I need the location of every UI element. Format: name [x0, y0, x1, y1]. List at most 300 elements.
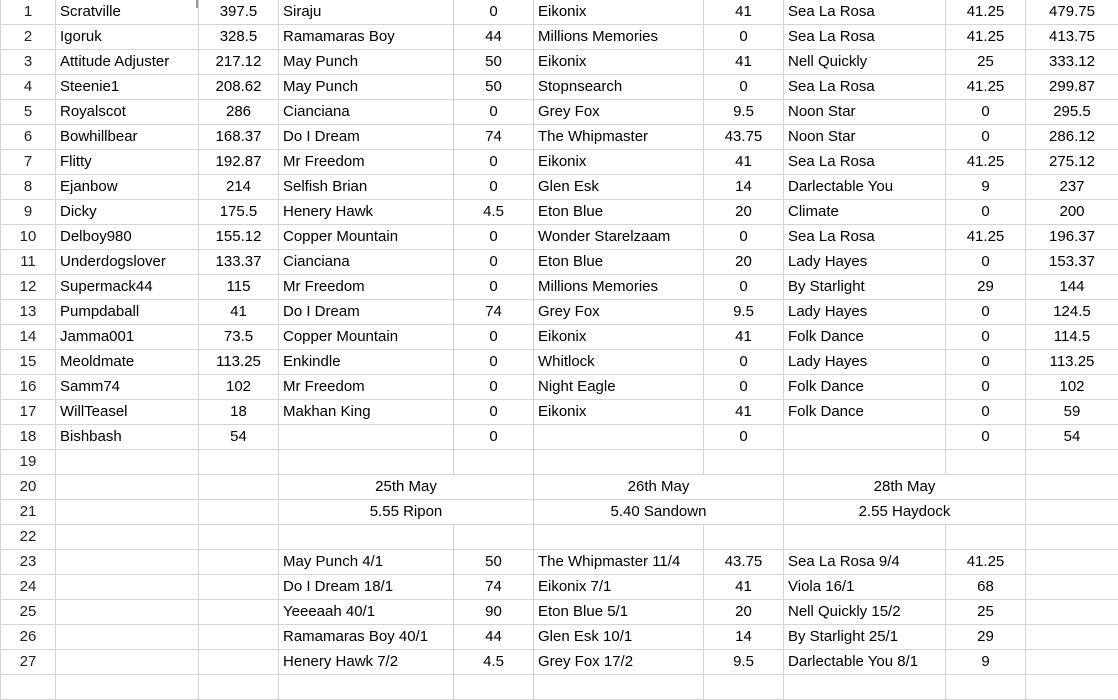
player-name-cell[interactable]: Attitude Adjuster	[56, 50, 199, 75]
score-cell[interactable]: 113.25	[199, 350, 279, 375]
empty-cell[interactable]	[56, 575, 199, 600]
row-number[interactable]: 7	[1, 150, 56, 175]
player-name-cell[interactable]: Supermack44	[56, 275, 199, 300]
total-cell[interactable]: 124.5	[1026, 300, 1118, 325]
horse-cell[interactable]: Do I Dream	[279, 125, 454, 150]
player-name-cell[interactable]: Bowhillbear	[56, 125, 199, 150]
total-cell[interactable]: 299.87	[1026, 75, 1118, 100]
horse-cell[interactable]: Millions Memories	[534, 275, 704, 300]
horse-cell[interactable]: Eton Blue	[534, 250, 704, 275]
points-cell[interactable]: 0	[454, 325, 534, 350]
horse-cell[interactable]: Eikonix	[534, 325, 704, 350]
horse-cell[interactable]: Millions Memories	[534, 25, 704, 50]
row-number[interactable]: 18	[1, 425, 56, 450]
horse-cell[interactable]: Nell Quickly	[784, 50, 946, 75]
row-number[interactable]: 6	[1, 125, 56, 150]
empty-cell[interactable]	[56, 450, 199, 475]
horse-cell[interactable]: Folk Dance	[784, 400, 946, 425]
points-cell[interactable]: 0	[454, 425, 534, 450]
points-cell[interactable]: 14	[704, 175, 784, 200]
horse-cell[interactable]: Henery Hawk	[279, 200, 454, 225]
result-points-cell[interactable]: 74	[454, 575, 534, 600]
horse-cell[interactable]: Stopnsearch	[534, 75, 704, 100]
empty-cell[interactable]	[1026, 550, 1118, 575]
points-cell[interactable]: 0	[704, 225, 784, 250]
table-row	[1, 150, 1118, 175]
table-row	[1, 250, 1118, 275]
result-horse-cell[interactable]: Ramamaras Boy 40/1	[279, 625, 454, 650]
points-cell[interactable]: 41	[704, 400, 784, 425]
horse-cell[interactable]: Mr Freedom	[279, 275, 454, 300]
spreadsheet-body	[1, 0, 1118, 700]
empty-cell[interactable]	[946, 450, 1026, 475]
table-row	[1, 550, 1118, 575]
race-name-label[interactable]: 2.55 Haydock	[784, 500, 1026, 525]
empty-cell[interactable]	[704, 450, 784, 475]
horse-cell[interactable]: Eikonix	[534, 0, 704, 25]
race-date-label[interactable]: 28th May	[784, 475, 1026, 500]
empty-cell[interactable]	[279, 450, 454, 475]
horse-cell[interactable]: Eikonix	[534, 50, 704, 75]
row-number[interactable]: 1	[1, 0, 56, 25]
total-cell[interactable]: 114.5	[1026, 325, 1118, 350]
points-cell[interactable]: 0	[704, 425, 784, 450]
score-cell[interactable]: 41	[199, 300, 279, 325]
score-cell[interactable]: 217.12	[199, 50, 279, 75]
horse-cell[interactable]: Siraju	[279, 0, 454, 25]
points-cell[interactable]: 74	[454, 300, 534, 325]
horse-cell[interactable]: May Punch	[279, 75, 454, 100]
table-row	[1, 275, 1118, 300]
score-cell[interactable]: 175.5	[199, 200, 279, 225]
empty-cell[interactable]	[199, 600, 279, 625]
result-points-cell[interactable]: 9	[946, 650, 1026, 675]
result-horse-cell[interactable]: Eton Blue 5/1	[534, 600, 704, 625]
row-number[interactable]: 9	[1, 200, 56, 225]
player-name-cell[interactable]: Ejanbow	[56, 175, 199, 200]
table-row	[1, 625, 1118, 650]
empty-cell[interactable]	[534, 525, 704, 550]
score-cell[interactable]: 155.12	[199, 225, 279, 250]
points-cell[interactable]: 0	[704, 275, 784, 300]
row-number[interactable]: 12	[1, 275, 56, 300]
horse-cell[interactable]: Enkindle	[279, 350, 454, 375]
result-horse-cell[interactable]: Darlectable You 8/1	[784, 650, 946, 675]
table-row	[1, 600, 1118, 625]
table-row	[1, 50, 1118, 75]
horse-cell[interactable]: Eikonix	[534, 400, 704, 425]
player-name-cell[interactable]: Flitty	[56, 150, 199, 175]
points-cell[interactable]: 0	[454, 400, 534, 425]
points-cell[interactable]: 9.5	[704, 300, 784, 325]
empty-cell[interactable]	[1026, 625, 1118, 650]
result-horse-cell[interactable]: The Whipmaster 11/4	[534, 550, 704, 575]
points-cell[interactable]: 9	[946, 175, 1026, 200]
row-number[interactable]: 24	[1, 575, 56, 600]
points-cell[interactable]: 44	[454, 25, 534, 50]
table-row	[1, 675, 1118, 700]
result-horse-cell[interactable]: Henery Hawk 7/2	[279, 650, 454, 675]
empty-cell[interactable]	[1026, 650, 1118, 675]
empty-cell[interactable]	[784, 450, 946, 475]
points-cell[interactable]: 41.25	[946, 0, 1026, 25]
empty-cell[interactable]	[1026, 575, 1118, 600]
empty-cell[interactable]	[534, 675, 704, 700]
points-cell[interactable]: 41	[704, 325, 784, 350]
row-number[interactable]: 21	[1, 500, 56, 525]
table-row	[1, 0, 1118, 25]
result-horse-cell[interactable]: By Starlight 25/1	[784, 625, 946, 650]
row-number[interactable]: 11	[1, 250, 56, 275]
row-number[interactable]: 17	[1, 400, 56, 425]
total-cell[interactable]: 237	[1026, 175, 1118, 200]
empty-cell[interactable]	[199, 625, 279, 650]
empty-cell[interactable]	[199, 550, 279, 575]
points-cell[interactable]: 0	[454, 150, 534, 175]
total-cell[interactable]: 413.75	[1026, 25, 1118, 50]
score-cell[interactable]: 73.5	[199, 325, 279, 350]
score-cell[interactable]: 192.87	[199, 150, 279, 175]
row-number[interactable]	[1, 675, 56, 700]
empty-cell[interactable]	[454, 675, 534, 700]
table-row	[1, 450, 1118, 475]
result-points-cell[interactable]: 14	[704, 625, 784, 650]
points-cell[interactable]: 74	[454, 125, 534, 150]
empty-cell[interactable]	[704, 675, 784, 700]
points-cell[interactable]: 0	[946, 400, 1026, 425]
points-cell[interactable]: 0	[454, 225, 534, 250]
empty-cell[interactable]	[704, 525, 784, 550]
empty-cell[interactable]	[1026, 450, 1118, 475]
result-horse-cell[interactable]: Nell Quickly 15/2	[784, 600, 946, 625]
table-row	[1, 350, 1118, 375]
score-cell[interactable]: 286	[199, 100, 279, 125]
score-cell[interactable]: 102	[199, 375, 279, 400]
row-number[interactable]: 13	[1, 300, 56, 325]
points-cell[interactable]: 29	[946, 275, 1026, 300]
table-row	[1, 650, 1118, 675]
horse-cell[interactable]: Lady Hayes	[784, 250, 946, 275]
player-name-cell[interactable]: Royalscot	[56, 100, 199, 125]
row-number[interactable]: 10	[1, 225, 56, 250]
result-points-cell[interactable]: 41.25	[946, 550, 1026, 575]
row-number[interactable]: 14	[1, 325, 56, 350]
points-cell[interactable]: 0	[946, 250, 1026, 275]
empty-cell[interactable]	[534, 450, 704, 475]
row-number[interactable]: 23	[1, 550, 56, 575]
row-number[interactable]: 26	[1, 625, 56, 650]
points-cell[interactable]: 4.5	[454, 200, 534, 225]
horse-cell[interactable]: Night Eagle	[534, 375, 704, 400]
table-row	[1, 75, 1118, 100]
empty-cell[interactable]	[454, 525, 534, 550]
player-name-cell[interactable]: WillTeasel	[56, 400, 199, 425]
horse-cell[interactable]: Whitlock	[534, 350, 704, 375]
table-row	[1, 375, 1118, 400]
table-row	[1, 425, 1118, 450]
empty-cell[interactable]	[199, 500, 279, 525]
points-cell[interactable]: 0	[704, 25, 784, 50]
row-number[interactable]: 2	[1, 25, 56, 50]
score-cell[interactable]: 397.5	[199, 0, 279, 25]
player-name-cell[interactable]: Scratville	[56, 0, 199, 25]
horse-cell[interactable]: Copper Mountain	[279, 325, 454, 350]
race-name-label[interactable]: 5.55 Ripon	[279, 500, 534, 525]
horse-cell[interactable]: Cianciana	[279, 250, 454, 275]
race-date-label[interactable]: 25th May	[279, 475, 534, 500]
points-cell[interactable]: 50	[454, 50, 534, 75]
total-cell[interactable]: 200	[1026, 200, 1118, 225]
total-cell[interactable]: 295.5	[1026, 100, 1118, 125]
total-cell[interactable]: 102	[1026, 375, 1118, 400]
points-cell[interactable]: 0	[946, 350, 1026, 375]
result-horse-cell[interactable]: Eikonix 7/1	[534, 575, 704, 600]
row-number[interactable]: 3	[1, 50, 56, 75]
table-row	[1, 300, 1118, 325]
score-cell[interactable]: 115	[199, 275, 279, 300]
empty-cell[interactable]	[784, 675, 946, 700]
points-cell[interactable]: 41	[704, 0, 784, 25]
result-points-cell[interactable]: 68	[946, 575, 1026, 600]
horse-cell[interactable]: Noon Star	[784, 100, 946, 125]
empty-cell[interactable]	[946, 675, 1026, 700]
horse-cell[interactable]: Lady Hayes	[784, 350, 946, 375]
result-horse-cell[interactable]: Viola 16/1	[784, 575, 946, 600]
empty-cell[interactable]	[784, 525, 946, 550]
player-name-cell[interactable]: Pumpdaball	[56, 300, 199, 325]
points-cell[interactable]: 20	[704, 250, 784, 275]
points-cell[interactable]: 41	[704, 50, 784, 75]
horse-cell[interactable]: Makhan King	[279, 400, 454, 425]
horse-cell[interactable]: Eton Blue	[534, 200, 704, 225]
horse-cell[interactable]	[279, 425, 454, 450]
row-number[interactable]: 27	[1, 650, 56, 675]
points-cell[interactable]: 0	[704, 350, 784, 375]
row-number[interactable]: 25	[1, 600, 56, 625]
horse-cell[interactable]: Selfish Brian	[279, 175, 454, 200]
horse-cell[interactable]: Sea La Rosa	[784, 150, 946, 175]
horse-cell[interactable]: By Starlight	[784, 275, 946, 300]
total-cell[interactable]: 333.12	[1026, 50, 1118, 75]
points-cell[interactable]: 0	[454, 100, 534, 125]
empty-cell[interactable]	[199, 475, 279, 500]
result-points-cell[interactable]: 41	[704, 575, 784, 600]
points-cell[interactable]: 0	[454, 0, 534, 25]
horse-cell[interactable]: Mr Freedom	[279, 150, 454, 175]
result-horse-cell[interactable]: May Punch 4/1	[279, 550, 454, 575]
empty-cell[interactable]	[199, 650, 279, 675]
player-name-cell[interactable]: Steenie1	[56, 75, 199, 100]
points-cell[interactable]: 0	[946, 325, 1026, 350]
points-cell[interactable]: 41.25	[946, 150, 1026, 175]
points-cell[interactable]: 50	[454, 75, 534, 100]
points-cell[interactable]: 0	[454, 375, 534, 400]
horse-cell[interactable]: Eikonix	[534, 150, 704, 175]
row-number[interactable]: 22	[1, 525, 56, 550]
points-cell[interactable]: 0	[454, 175, 534, 200]
points-cell[interactable]: 0	[704, 375, 784, 400]
horse-cell[interactable]: Wonder Starelzaam	[534, 225, 704, 250]
points-cell[interactable]: 0	[946, 375, 1026, 400]
score-cell[interactable]: 54	[199, 425, 279, 450]
result-points-cell[interactable]: 90	[454, 600, 534, 625]
player-name-cell[interactable]: Jamma001	[56, 325, 199, 350]
horse-cell[interactable]: Ramamaras Boy	[279, 25, 454, 50]
empty-cell[interactable]	[56, 625, 199, 650]
row-number[interactable]: 19	[1, 450, 56, 475]
horse-cell[interactable]: Sea La Rosa	[784, 75, 946, 100]
horse-cell[interactable]: Copper Mountain	[279, 225, 454, 250]
horse-cell[interactable]	[534, 425, 704, 450]
total-cell[interactable]: 153.37	[1026, 250, 1118, 275]
table-row	[1, 575, 1118, 600]
points-cell[interactable]: 0	[946, 300, 1026, 325]
result-points-cell[interactable]: 20	[704, 600, 784, 625]
horse-cell[interactable]: Grey Fox	[534, 300, 704, 325]
table-row	[1, 100, 1118, 125]
horse-cell[interactable]: Sea La Rosa	[784, 0, 946, 25]
result-horse-cell[interactable]: Grey Fox 17/2	[534, 650, 704, 675]
horse-cell[interactable]: Noon Star	[784, 125, 946, 150]
empty-cell[interactable]	[1026, 600, 1118, 625]
empty-cell[interactable]	[1026, 500, 1118, 525]
table-row	[1, 400, 1118, 425]
points-cell[interactable]: 0	[946, 100, 1026, 125]
points-cell[interactable]: 9.5	[704, 100, 784, 125]
score-cell[interactable]: 328.5	[199, 25, 279, 50]
total-cell[interactable]: 113.25	[1026, 350, 1118, 375]
table-row	[1, 525, 1118, 550]
result-horse-cell[interactable]: Sea La Rosa 9/4	[784, 550, 946, 575]
result-horse-cell[interactable]: Yeeeaah 40/1	[279, 600, 454, 625]
horse-cell[interactable]: Grey Fox	[534, 100, 704, 125]
row-number[interactable]: 16	[1, 375, 56, 400]
result-points-cell[interactable]: 44	[454, 625, 534, 650]
player-name-cell[interactable]: Meoldmate	[56, 350, 199, 375]
score-cell[interactable]: 18	[199, 400, 279, 425]
points-cell[interactable]: 41.25	[946, 75, 1026, 100]
horse-cell[interactable]: Climate	[784, 200, 946, 225]
horse-cell[interactable]: Sea La Rosa	[784, 225, 946, 250]
horse-cell[interactable]: Mr Freedom	[279, 375, 454, 400]
result-points-cell[interactable]: 25	[946, 600, 1026, 625]
empty-cell[interactable]	[56, 525, 199, 550]
total-cell[interactable]: 144	[1026, 275, 1118, 300]
result-points-cell[interactable]: 50	[454, 550, 534, 575]
player-name-cell[interactable]: Underdogslover	[56, 250, 199, 275]
empty-cell[interactable]	[56, 675, 199, 700]
points-cell[interactable]: 41	[704, 150, 784, 175]
table-row	[1, 200, 1118, 225]
player-name-cell[interactable]: Igoruk	[56, 25, 199, 50]
horse-cell[interactable]: May Punch	[279, 50, 454, 75]
total-cell[interactable]: 275.12	[1026, 150, 1118, 175]
total-cell[interactable]: 286.12	[1026, 125, 1118, 150]
score-cell[interactable]: 214	[199, 175, 279, 200]
horse-cell[interactable]: The Whipmaster	[534, 125, 704, 150]
row-number[interactable]: 8	[1, 175, 56, 200]
points-cell[interactable]: 20	[704, 200, 784, 225]
empty-cell[interactable]	[1026, 525, 1118, 550]
table-row	[1, 225, 1118, 250]
row-number[interactable]: 4	[1, 75, 56, 100]
table-row	[1, 475, 1118, 500]
horse-cell[interactable]	[784, 425, 946, 450]
score-cell[interactable]: 133.37	[199, 250, 279, 275]
horse-cell[interactable]: Lady Hayes	[784, 300, 946, 325]
row-number[interactable]: 5	[1, 100, 56, 125]
points-cell[interactable]: 0	[704, 75, 784, 100]
horse-cell[interactable]: Darlectable You	[784, 175, 946, 200]
row-number[interactable]: 20	[1, 475, 56, 500]
table-row	[1, 325, 1118, 350]
total-cell[interactable]: 479.75	[1026, 0, 1118, 25]
empty-cell[interactable]	[199, 675, 279, 700]
player-name-cell[interactable]: Delboy980	[56, 225, 199, 250]
empty-cell[interactable]	[199, 525, 279, 550]
result-horse-cell[interactable]: Glen Esk 10/1	[534, 625, 704, 650]
empty-cell[interactable]	[1026, 675, 1118, 700]
empty-cell[interactable]	[56, 650, 199, 675]
points-cell[interactable]: 43.75	[704, 125, 784, 150]
points-cell[interactable]: 0	[946, 200, 1026, 225]
empty-cell[interactable]	[56, 600, 199, 625]
empty-cell[interactable]	[199, 575, 279, 600]
result-points-cell[interactable]: 29	[946, 625, 1026, 650]
empty-cell[interactable]	[56, 475, 199, 500]
points-cell[interactable]: 0	[454, 275, 534, 300]
points-cell[interactable]: 0	[946, 125, 1026, 150]
points-cell[interactable]: 0	[454, 250, 534, 275]
score-cell[interactable]: 168.37	[199, 125, 279, 150]
score-cell[interactable]: 208.62	[199, 75, 279, 100]
empty-cell[interactable]	[946, 525, 1026, 550]
race-name-label[interactable]: 5.40 Sandown	[534, 500, 784, 525]
result-horse-cell[interactable]: Do I Dream 18/1	[279, 575, 454, 600]
player-name-cell[interactable]: Samm74	[56, 375, 199, 400]
table-row	[1, 125, 1118, 150]
empty-cell[interactable]	[454, 450, 534, 475]
result-points-cell[interactable]: 9.5	[704, 650, 784, 675]
player-name-cell[interactable]: Dicky	[56, 200, 199, 225]
horse-cell[interactable]: Sea La Rosa	[784, 25, 946, 50]
empty-cell[interactable]	[56, 550, 199, 575]
empty-cell[interactable]	[279, 525, 454, 550]
total-cell[interactable]: 196.37	[1026, 225, 1118, 250]
horse-cell[interactable]: Do I Dream	[279, 300, 454, 325]
empty-cell[interactable]	[1026, 475, 1118, 500]
result-points-cell[interactable]: 43.75	[704, 550, 784, 575]
horse-cell[interactable]: Glen Esk	[534, 175, 704, 200]
race-date-label[interactable]: 26th May	[534, 475, 784, 500]
horse-cell[interactable]: Folk Dance	[784, 375, 946, 400]
total-cell[interactable]: 59	[1026, 400, 1118, 425]
points-cell[interactable]: 25	[946, 50, 1026, 75]
horse-cell[interactable]: Cianciana	[279, 100, 454, 125]
points-cell[interactable]: 41.25	[946, 25, 1026, 50]
result-points-cell[interactable]: 4.5	[454, 650, 534, 675]
empty-cell[interactable]	[56, 500, 199, 525]
points-cell[interactable]: 0	[946, 425, 1026, 450]
horse-cell[interactable]: Folk Dance	[784, 325, 946, 350]
player-name-cell[interactable]: Bishbash	[56, 425, 199, 450]
empty-cell[interactable]	[199, 450, 279, 475]
row-number[interactable]: 15	[1, 350, 56, 375]
points-cell[interactable]: 41.25	[946, 225, 1026, 250]
empty-cell[interactable]	[279, 675, 454, 700]
points-cell[interactable]: 0	[454, 350, 534, 375]
total-cell[interactable]: 54	[1026, 425, 1118, 450]
